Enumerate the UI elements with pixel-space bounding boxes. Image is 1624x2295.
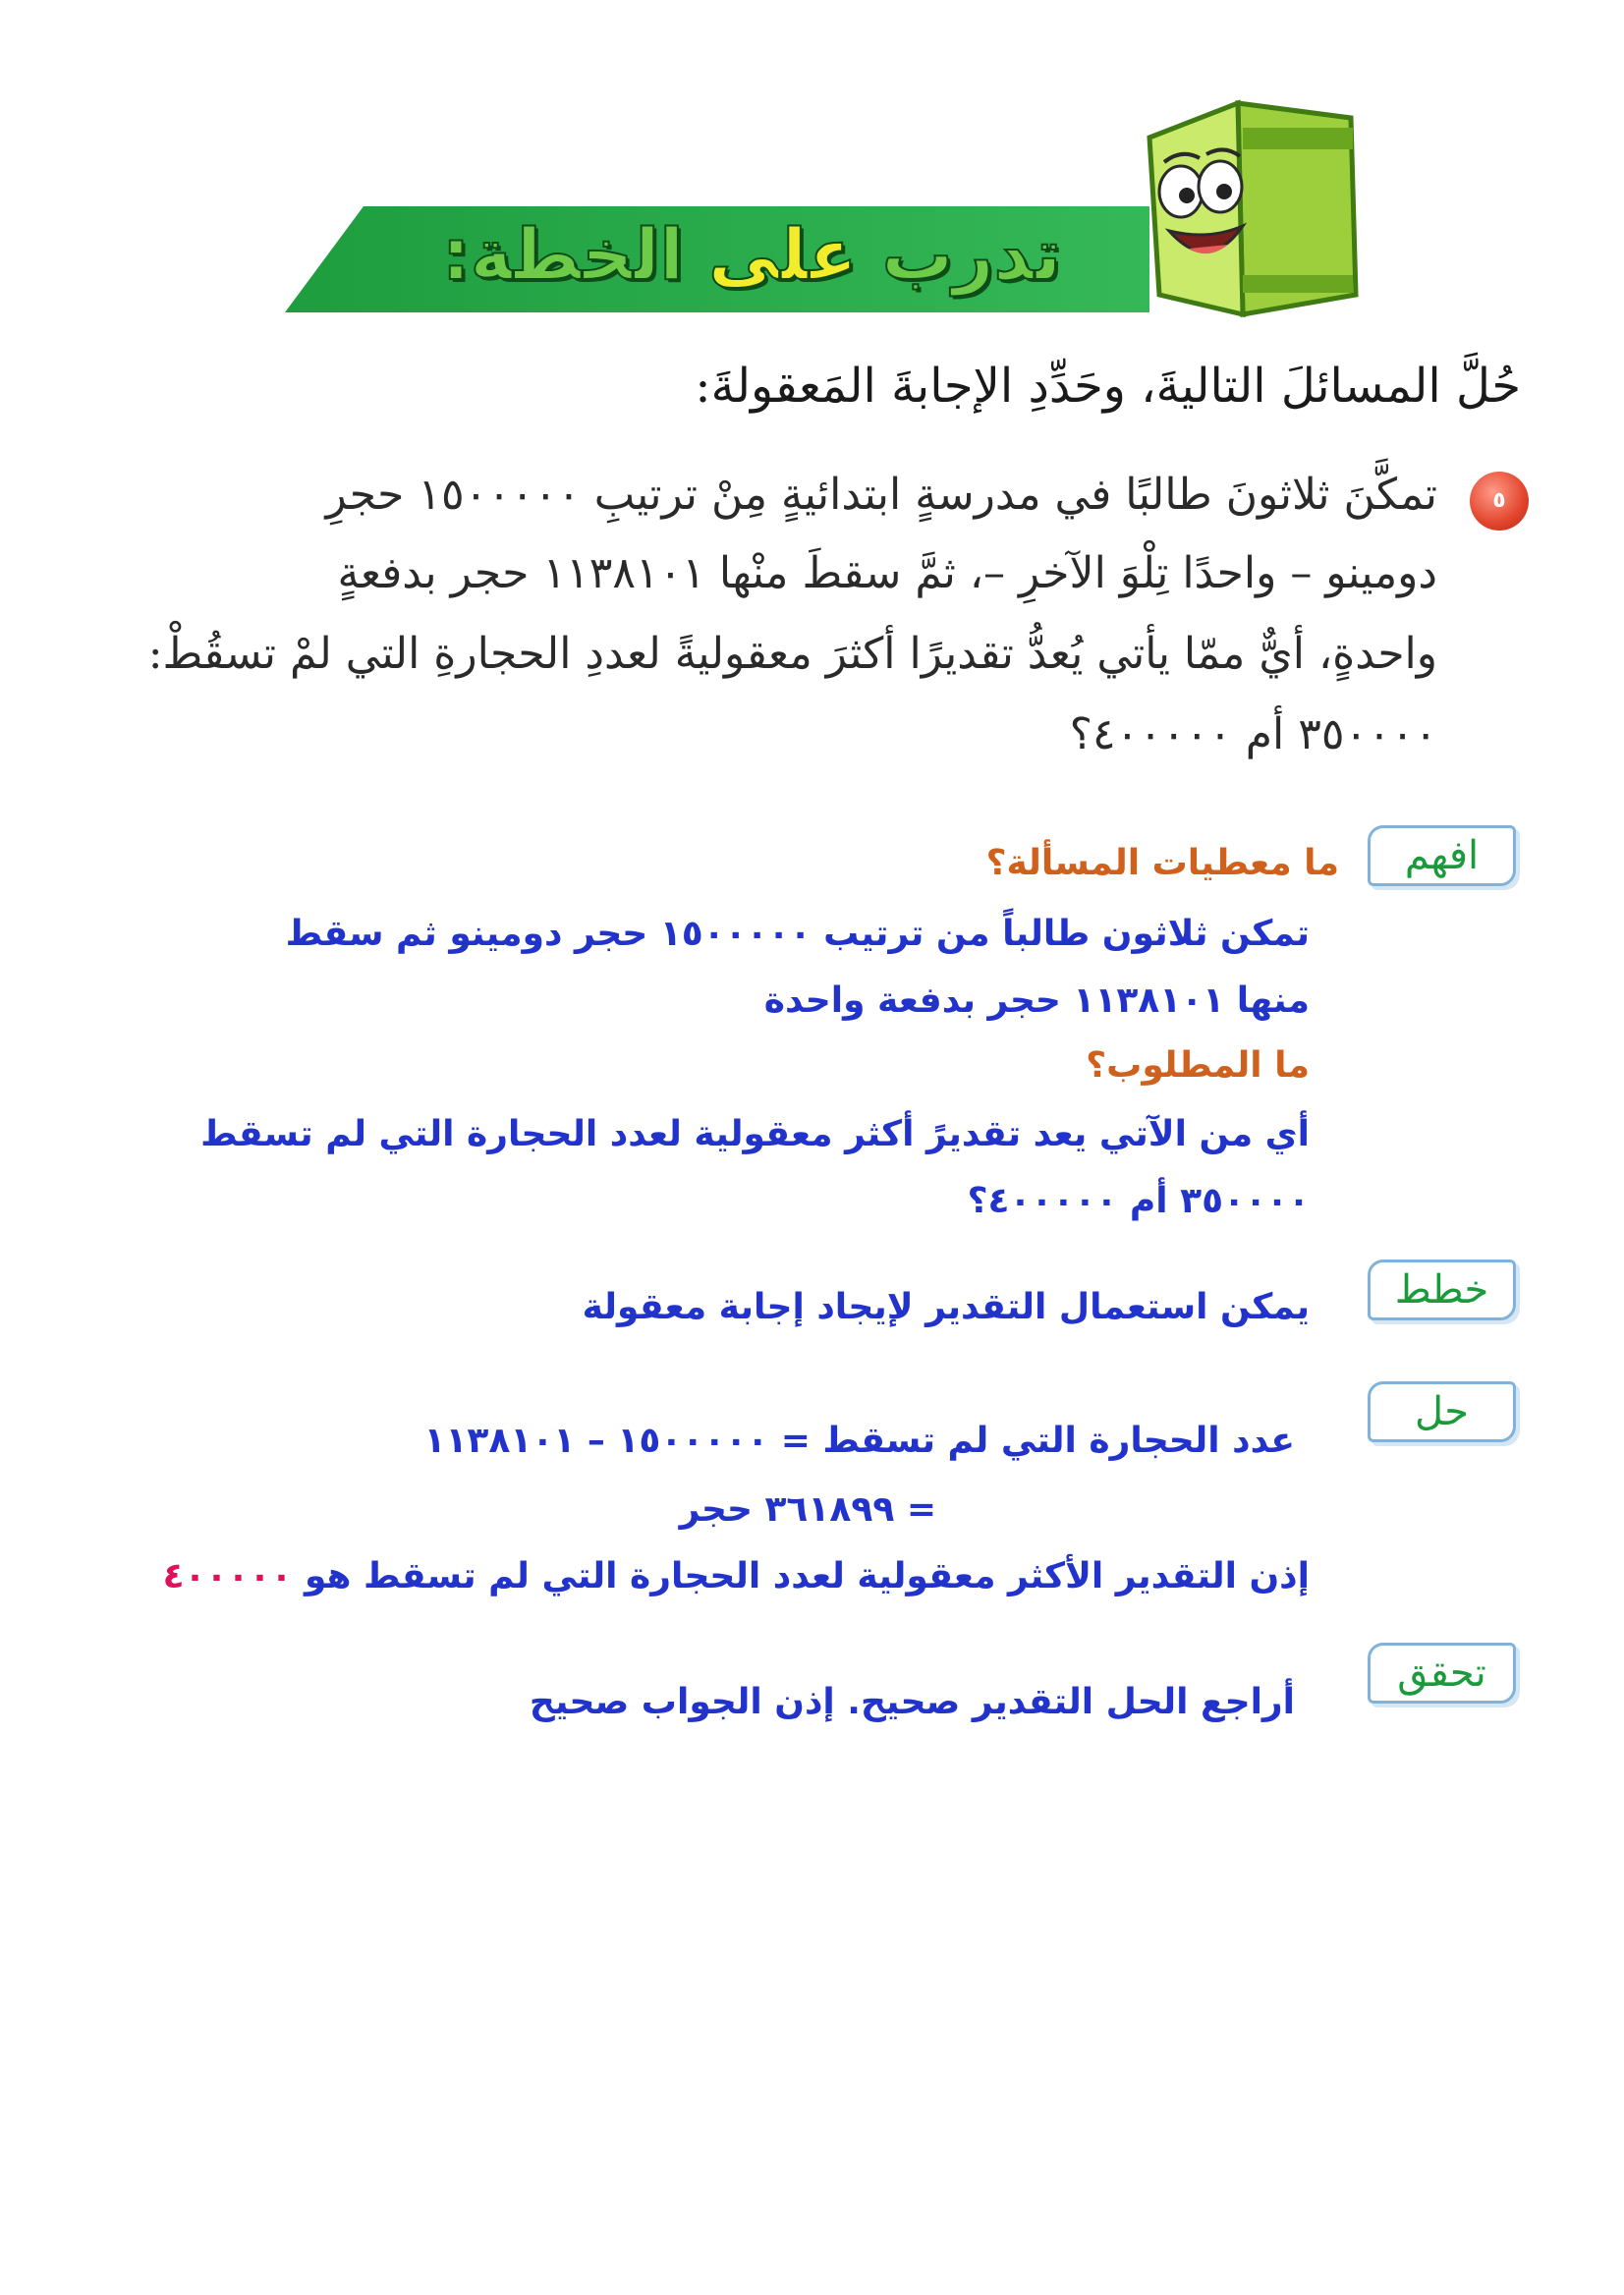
banner-word-1: تدرب — [881, 213, 1061, 296]
required-question: ما المطلوب؟ — [1086, 1045, 1310, 1086]
problem-line-3: واحدةٍ، أيٌّ ممّا يأتي يُعدُّ تقديرًا أكثرَ معقوليةً لعددِ الحجارةِ التي لمْ تسقُطْ: — [147, 629, 1437, 679]
solve-line-1: عدد الحجارة التي لم تسقط = ١٥٠٠٠٠٠ – ١١٣٨١٠١ — [423, 1421, 1295, 1461]
solve-line-3 — [163, 1556, 1310, 1596]
section-banner — [285, 196, 1149, 314]
solve-line-2: = ٣٦١٨٩٩ حجر — [679, 1489, 936, 1530]
problem-line-1: تمكَّنَ ثلاثونَ طالبًا في مدرسةٍ ابتدائيةٍ مِنْ ترتيبِ ١٥٠٠٠٠٠ حجرِ — [325, 470, 1437, 520]
tab-plan: خطط — [1368, 1259, 1516, 1320]
banner-word-3: الخطة: — [441, 213, 684, 296]
given-line-2: منها ١١٣٨١٠١ حجر بدفعة واحدة — [763, 980, 1310, 1021]
given-line-1: تمكن ثلاثون طالباً من ترتيب ١٥٠٠٠٠٠ حجر دومينو ثم سقط — [285, 914, 1310, 954]
plan-text: يمكن استعمال التقدير لإيجاد إجابة معقولة — [582, 1287, 1310, 1327]
problem-line-2: دومينو – واحدًا تِلْوَ الآخرِ –، ثمَّ سقطَ منْها ١١٣٨١٠١ حجر بدفعةٍ — [337, 548, 1437, 598]
banner-word-2: على — [708, 213, 858, 296]
tab-understand: افهم — [1368, 825, 1516, 886]
banner-title — [442, 210, 1061, 299]
tab-solve: حل — [1368, 1381, 1516, 1442]
instruction-heading: حُلَّ المسائلَ التاليةَ، وحَدِّدِ الإجابةَ المَعقولةَ: — [695, 359, 1521, 414]
book-mascot-icon — [1120, 84, 1375, 319]
required-line-2: ٣٥٠٠٠٠ أم ٤٠٠٠٠٠؟ — [967, 1181, 1310, 1221]
problem-number-badge: ٥ — [1470, 472, 1529, 531]
tab-check: تحقق — [1368, 1643, 1516, 1704]
solve-line-3-text: إذن التقدير الأكثر معقولية لعدد الحجارة التي لم تسقط هو — [304, 1556, 1310, 1596]
problem-line-4: ٣٥٠٠٠٠ أم ٤٠٠٠٠٠؟ — [1069, 709, 1437, 759]
check-text: أراجع الحل التقدير صحيح. إذن الجواب صحيح — [529, 1682, 1295, 1722]
given-question: ما معطيات المسألة؟ — [985, 843, 1339, 883]
required-line-1: أي من الآتي يعد تقديرً أكثر معقولية لعدد الحجارة التي لم تسقط — [200, 1114, 1310, 1154]
solve-answer: ٤٠٠٠٠٠ — [162, 1556, 293, 1596]
